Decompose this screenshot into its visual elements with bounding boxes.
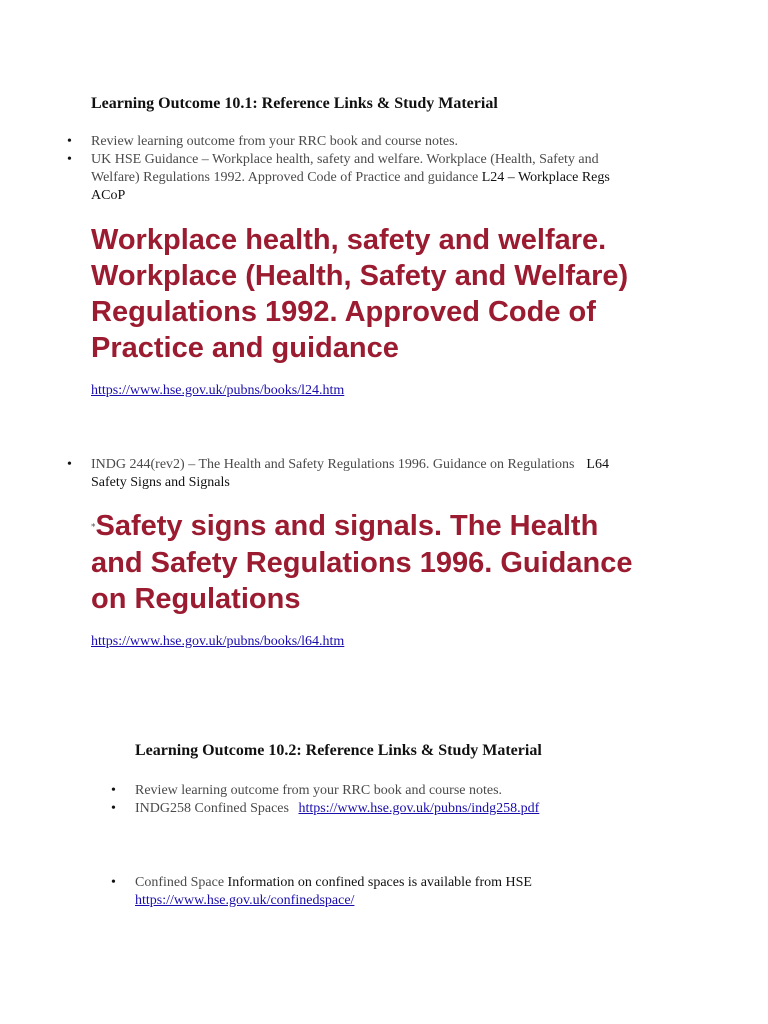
bullet-icon: •	[111, 875, 116, 890]
list-item-text: Welfare) Regulations 1992. Approved Code of Practice and guidance	[91, 170, 482, 185]
publication-title-line: Workplace health, safety and welfare.	[91, 224, 607, 256]
list-item	[67, 151, 711, 205]
list-item-text: Review learning outcome from your RRC book and course notes.	[135, 783, 503, 798]
asterisk-icon: *	[91, 522, 96, 533]
publication-title	[91, 222, 731, 366]
l64-link[interactable]: https://www.hse.gov.uk/pubns/books/l64.htm	[91, 634, 345, 649]
publication-title-line	[91, 508, 731, 545]
list-item	[111, 874, 715, 910]
section-2-heading: Learning Outcome 10.2: Reference Links & Study Material	[135, 742, 542, 759]
list-item	[111, 800, 715, 818]
bullet-icon: •	[111, 801, 116, 816]
confined-space-link[interactable]: https://www.hse.gov.uk/confinedspace/	[135, 893, 355, 908]
list-item	[111, 782, 715, 800]
indg258-link[interactable]: https://www.hse.gov.uk/pubns/indg258.pdf	[298, 801, 540, 816]
l24-link[interactable]: https://www.hse.gov.uk/pubns/books/l24.htm	[91, 383, 345, 398]
list-item	[67, 133, 711, 151]
list-item-text-line: Safety Signs and Signals	[91, 475, 230, 490]
list-item-text: Information on confined spaces is available from HSE	[227, 875, 532, 890]
list-item-text-line	[135, 874, 715, 892]
publication-title-line: Practice and guidance	[91, 332, 399, 364]
list-item-text-line	[91, 456, 711, 474]
bullet-icon: •	[67, 457, 72, 472]
publication-title	[91, 508, 731, 617]
list-item-text: Review learning outcome from your RRC book and course notes.	[91, 134, 459, 149]
list-item-text: INDG258 Confined Spaces	[135, 801, 289, 816]
section-1-heading: Learning Outcome 10.1: Reference Links & Study Material	[91, 95, 498, 112]
publication-title-line: and Safety Regulations 1996. Guidance	[91, 547, 633, 580]
publication-title-text: Safety signs and signals. The Health	[95, 510, 599, 542]
publication-title-line: on Regulations	[91, 583, 301, 616]
publication-title-line: Regulations 1992. Approved Code of	[91, 296, 596, 328]
list-item-text: INDG 244(rev2) – The Health and Safety Regulations 1996. Guidance on Regulations	[91, 457, 575, 472]
list-item	[67, 456, 711, 492]
list-item-text-line: ACoP	[91, 188, 126, 203]
list-item-text-line	[91, 169, 711, 187]
bullet-icon: •	[67, 134, 72, 149]
bullet-icon: •	[111, 783, 116, 798]
publication-title-line: Workplace (Health, Safety and Welfare)	[91, 260, 629, 292]
bullet-icon: •	[67, 152, 72, 167]
list-item-text: Confined Space	[135, 875, 228, 890]
reference-code: L64	[586, 457, 609, 472]
list-item-text-line: UK HSE Guidance – Workplace health, safety and welfare. Workplace (Health, Safety and	[91, 152, 599, 167]
reference-code: L24 – Workplace Regs	[481, 170, 610, 185]
